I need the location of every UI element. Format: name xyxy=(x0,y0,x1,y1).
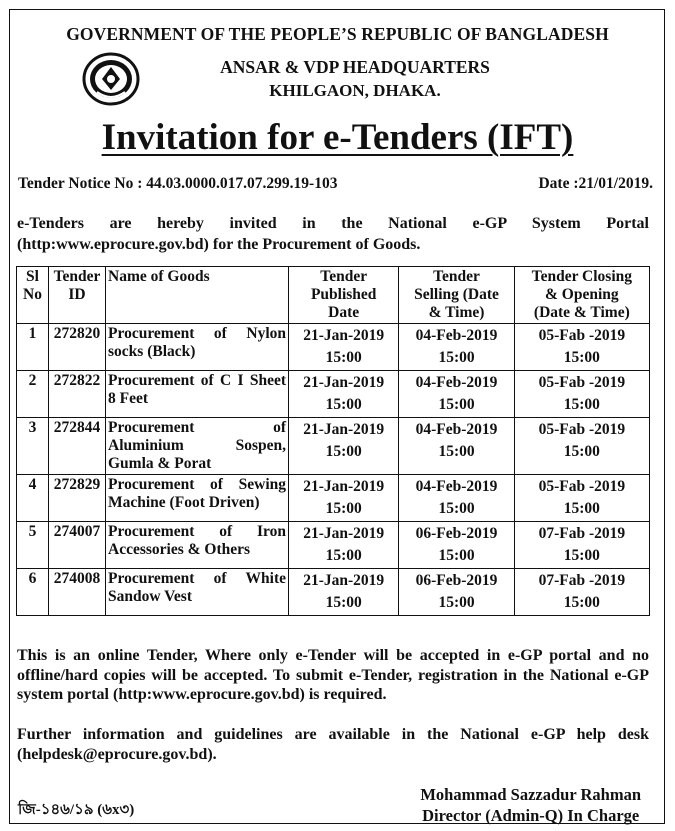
header-line: & Time) xyxy=(428,304,485,321)
cell-date: 04-Feb-2019 xyxy=(415,478,498,495)
header-sl xyxy=(17,267,49,324)
top-strip xyxy=(0,0,675,6)
cell-time: 15:00 xyxy=(563,594,600,611)
cell-time: 15:00 xyxy=(325,443,362,460)
header-goods: Name of Goods xyxy=(106,267,289,324)
cell-time: 15:00 xyxy=(325,547,362,564)
cell-tender-id: 272820 xyxy=(49,324,106,371)
cell-time: 15:00 xyxy=(563,443,600,460)
table-row xyxy=(17,371,650,418)
cell-sl: 2 xyxy=(17,371,49,418)
cell-sl: 1 xyxy=(17,324,49,371)
cell-closing xyxy=(514,475,649,522)
cell-published xyxy=(289,475,399,522)
cell-tender-id: 274008 xyxy=(49,569,106,616)
cell-closing xyxy=(514,324,649,371)
header-line: Selling (Date xyxy=(414,286,499,303)
header-tender-id xyxy=(49,267,106,324)
cell-time: 15:00 xyxy=(438,396,475,413)
cell-time: 15:00 xyxy=(563,500,600,517)
cell-published xyxy=(289,324,399,371)
header-line: ID xyxy=(68,286,86,303)
header-line: Tender xyxy=(433,268,480,285)
table-row xyxy=(17,569,650,616)
cell-date: 21-Jan-2019 xyxy=(303,478,385,495)
cell-sl: 6 xyxy=(17,569,49,616)
cell-published xyxy=(289,371,399,418)
cell-sl: 3 xyxy=(17,418,49,475)
cell-date: 04-Feb-2019 xyxy=(415,421,498,438)
cell-date: 05-Fab -2019 xyxy=(538,327,626,344)
tender-notice-number: Tender Notice No : 44.03.0000.017.07.299.19-103 xyxy=(18,175,338,192)
cell-selling xyxy=(399,522,514,569)
cell-published xyxy=(289,418,399,475)
tender-table xyxy=(16,266,650,616)
cell-selling xyxy=(399,324,514,371)
cell-date: 05-Fab -2019 xyxy=(538,478,626,495)
cell-date: 21-Jan-2019 xyxy=(303,421,385,438)
cell-time: 15:00 xyxy=(325,396,362,413)
cell-selling xyxy=(399,475,514,522)
header-line: Date xyxy=(328,304,360,321)
cell-closing xyxy=(514,522,649,569)
intro-paragraph: e-Tenders are hereby invited in the National e-GP System Portal (http:www.eprocure.gov.bd) for the Procurement of Goods. xyxy=(17,215,649,253)
cell-goods: Procurement of White Sandow Vest xyxy=(106,569,289,616)
cell-date: 07-Fab -2019 xyxy=(538,572,626,589)
signatory-name: Mohammad Sazzadur Rahman xyxy=(420,785,641,804)
cell-goods: Procurement of Nylon socks (Black) xyxy=(106,324,289,371)
page-title: Invitation for e-Tenders (IFT) xyxy=(101,117,574,158)
cell-time: 15:00 xyxy=(325,594,362,611)
cell-goods: Procurement of Aluminium Sospen, Gumla & Porat xyxy=(106,418,289,475)
cell-date: 21-Jan-2019 xyxy=(303,525,385,542)
signature-block xyxy=(420,784,641,826)
signatory-title: Director (Admin-Q) In Charge xyxy=(422,806,640,825)
cell-date: 06-Feb-2019 xyxy=(415,525,498,542)
cell-date: 06-Feb-2019 xyxy=(415,572,498,589)
cell-sl: 4 xyxy=(17,475,49,522)
cell-selling xyxy=(399,371,514,418)
table-row xyxy=(17,324,650,371)
table-row xyxy=(17,418,650,475)
cell-date: 21-Jan-2019 xyxy=(303,327,385,344)
cell-time: 15:00 xyxy=(563,547,600,564)
cell-goods: Procurement of Sewing Machine (Foot Driven) xyxy=(106,475,289,522)
online-tender-paragraph: This is an online Tender, Where only e-Tender will be accepted in e-GP portal and no offline/hard copies will be accepted. To submit e-Tender, registration in the National e-GP system portal (http:www.eprocure.gov.bd) is required. xyxy=(17,647,649,703)
header-line: Published xyxy=(310,286,377,303)
table-header-row xyxy=(17,267,650,324)
header-line: Tender Closing xyxy=(531,268,633,285)
cell-selling xyxy=(399,418,514,475)
cell-time: 15:00 xyxy=(325,500,362,517)
cell-tender-id: 272822 xyxy=(49,371,106,418)
location-heading: KHILGAON, DHAKA. xyxy=(269,81,441,100)
cell-time: 15:00 xyxy=(438,349,475,366)
cell-published xyxy=(289,569,399,616)
table-row xyxy=(17,475,650,522)
cell-tender-id: 272829 xyxy=(49,475,106,522)
cell-time: 15:00 xyxy=(438,500,475,517)
table-row xyxy=(17,522,650,569)
government-heading: GOVERNMENT OF THE PEOPLE’S REPUBLIC OF BANGLADESH xyxy=(66,24,609,44)
reference-code: জি-১৪৬/১৯ (৬x৩) xyxy=(18,802,135,818)
header-line: Sl xyxy=(26,268,39,285)
cell-tender-id: 274007 xyxy=(49,522,106,569)
cell-selling xyxy=(399,569,514,616)
cell-date: 04-Feb-2019 xyxy=(415,374,498,391)
cell-goods: Procurement of Iron Accessories & Others xyxy=(106,522,289,569)
header-line: & Opening xyxy=(545,286,619,303)
cell-date: 07-Fab -2019 xyxy=(538,525,626,542)
notice-date: Date :21/01/2019. xyxy=(538,175,653,192)
header-selling xyxy=(399,267,514,324)
cell-goods: Procurement of C I Sheet 8 Feet xyxy=(106,371,289,418)
cell-sl: 5 xyxy=(17,522,49,569)
cell-closing xyxy=(514,371,649,418)
helpdesk-paragraph: Further information and guidelines are available in the National e-GP help desk (helpdesk@eprocure.gov.bd). xyxy=(17,726,649,763)
cell-time: 15:00 xyxy=(563,349,600,366)
header-line: No xyxy=(23,286,42,303)
cell-time: 15:00 xyxy=(563,396,600,413)
header-published xyxy=(289,267,399,324)
cell-date: 21-Jan-2019 xyxy=(303,374,385,391)
cell-date: 21-Jan-2019 xyxy=(303,572,385,589)
cell-date: 05-Fab -2019 xyxy=(538,421,626,438)
cell-date: 05-Fab -2019 xyxy=(538,374,626,391)
cell-closing xyxy=(514,418,649,475)
cell-time: 15:00 xyxy=(438,594,475,611)
cell-date: 04-Feb-2019 xyxy=(415,327,498,344)
header-closing xyxy=(514,267,649,324)
cell-closing xyxy=(514,569,649,616)
cell-published xyxy=(289,522,399,569)
header-line: Tender xyxy=(320,268,368,285)
header-line: Tender xyxy=(53,268,101,285)
cell-tender-id: 272844 xyxy=(49,418,106,475)
cell-time: 15:00 xyxy=(438,443,475,460)
org-heading: ANSAR & VDP HEADQUARTERS xyxy=(220,57,490,77)
header-line: (Date & Time) xyxy=(533,304,630,321)
cell-time: 15:00 xyxy=(325,349,362,366)
cell-time: 15:00 xyxy=(438,547,475,564)
